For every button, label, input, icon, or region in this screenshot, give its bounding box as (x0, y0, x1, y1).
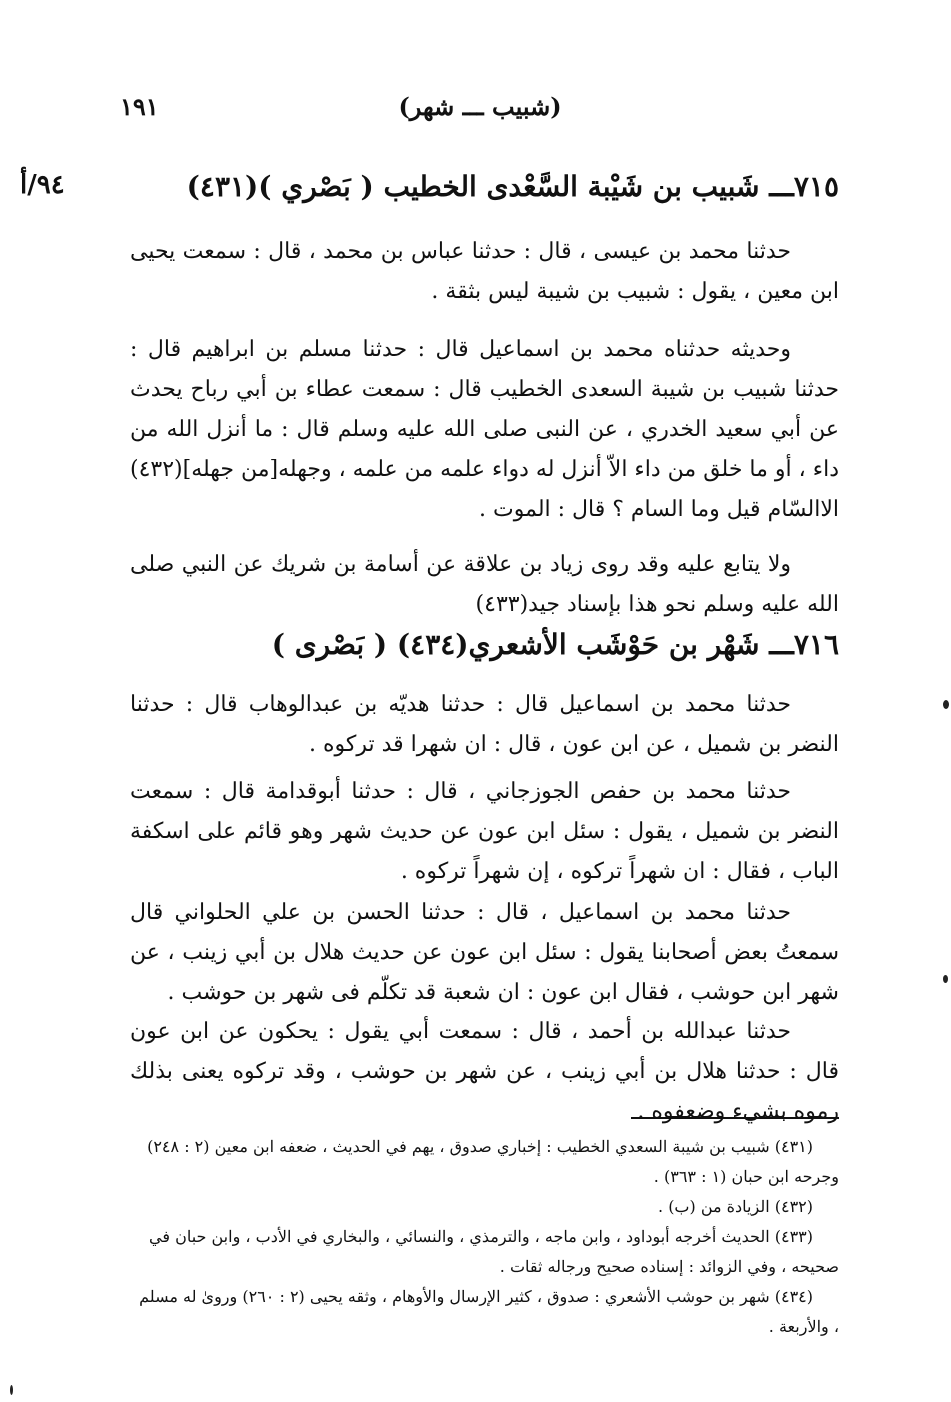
scan-speck (10, 1385, 13, 1395)
entry-716-paragraph-2: حدثنا محمد بن حفص الجوزجاني ، قال : حدثنا أبوقدامة قال : سمعت النضر بن شميل ، يقول : سئل ابن عون عن حديث شهر وهو قائم على اسكفة الباب ، فقال : ان شهراً تركوه ، إن شهراً تركوه . (130, 779, 839, 884)
page-number: ١٩١ (120, 92, 159, 121)
entry-715-paragraph-3: ولا يتابع عليه وقد روى زياد بن علاقة عن أسامة بن شريك عن النبي صلى الله عليه وسلم نحو هذا بإسناد جيد(٤٣٣) (130, 552, 839, 617)
entry-716-paragraph-1: حدثنا محمد بن اسماعيل قال : حدثنا هديّه بن عبدالوهاب قال : حدثنا النضر بن شميل ، عن ابن عون ، قال : ان شهرا قد تركوه . (130, 692, 839, 757)
scan-speck (943, 975, 948, 983)
footnote-separator (631, 1117, 839, 1119)
entry-715-paragraph-2: وحديثه حدثناه محمد بن اسماعيل قال : حدثنا مسلم بن ابراهيم قال : حدثنا شبيب بن شيبة السعدى الخطيب قال : سمعت عطاء بن أبي رباح يحدث عن أبي سعيد الخدري ، عن النبى صلى الله عليه وسلم قال : ما أنزل الله من داء ، أو ما خلق من داء الاّ أنزل له دواء علمه من علمه ، وجهله[من جهله](٤٣٢) الاالسّام قيل وما السام ؟ قال : الموت . (130, 337, 839, 522)
entry-heading-715: ٧١٥ـــ شَبيب بن شَيْبة السَّعْدى الخطيب ( بَصْري )(٤٣١) (186, 170, 839, 203)
footnotes (135, 1132, 839, 1342)
running-title: (شبيب ـــ شهر) (398, 92, 562, 121)
entry-heading-716: ٧١٦ـــ شَهْر بن حَوْشَب الأشعري(٤٣٤) ( بَصْرى ) (271, 628, 839, 661)
manuscript-folio-note: ٩٤/أ (20, 170, 65, 200)
running-head (120, 92, 840, 128)
entry-716-paragraph-4: حدثنا عبدالله بن أحمد ، قال : سمعت أبي يقول : يحكون عن ابن عون قال : حدثنا هلال بن أبي زينب ، عن شهر بن حوشب ، وقد تركوه يعنى بذلك رموه بشيء وضعفوه . (130, 1019, 839, 1124)
scan-speck (943, 700, 949, 709)
footnote-432: (٤٣٢) الزيادة من (ب) . (658, 1197, 813, 1216)
footnote-434: (٤٣٤) شهر بن حوشب الأشعري : صدوق ، كثير الإرسال والأوهام ، وثقه يحيى (٢ : ٢٦٠) وروىٰ له مسلم ، والأربعة . (139, 1287, 839, 1336)
footnote-431: (٤٣١) شبيب بن شيبة السعدي الخطيب : إخباري صدوق ، يهم في الحديث ، ضعفه ابن معين (٢ : ٢٤٨) وجرحه ابن حبان (١ : ٣٦٣) . (147, 1137, 839, 1186)
entry-715-paragraph-1: حدثنا محمد بن عيسى ، قال : حدثنا عباس بن محمد ، قال : سمعت يحيى ابن معين ، يقول : شبيب بن شيبة ليس بثقة . (130, 239, 839, 304)
footnote-433: (٤٣٣) الحديث أخرجه أبوداود ، وابن ماجه ، والترمذي ، والنسائي ، والبخاري في الأدب ، وابن حبان في صحيحه ، وفي الزوائد : إسناده صحيح ورجاله ثقات . (149, 1227, 839, 1276)
entry-716-paragraph-3: حدثنا محمد بن اسماعيل ، قال : حدثنا الحسن بن علي الحلواني قال سمعتُ بعض أصحابنا يقول : سئل ابن عون عن حديث هلال بن أبي زينب ، عن شهر ابن حوشب ، فقال ابن عون : ان شعبة قد تكلّم فى شهر بن حوشب . (130, 900, 839, 1005)
